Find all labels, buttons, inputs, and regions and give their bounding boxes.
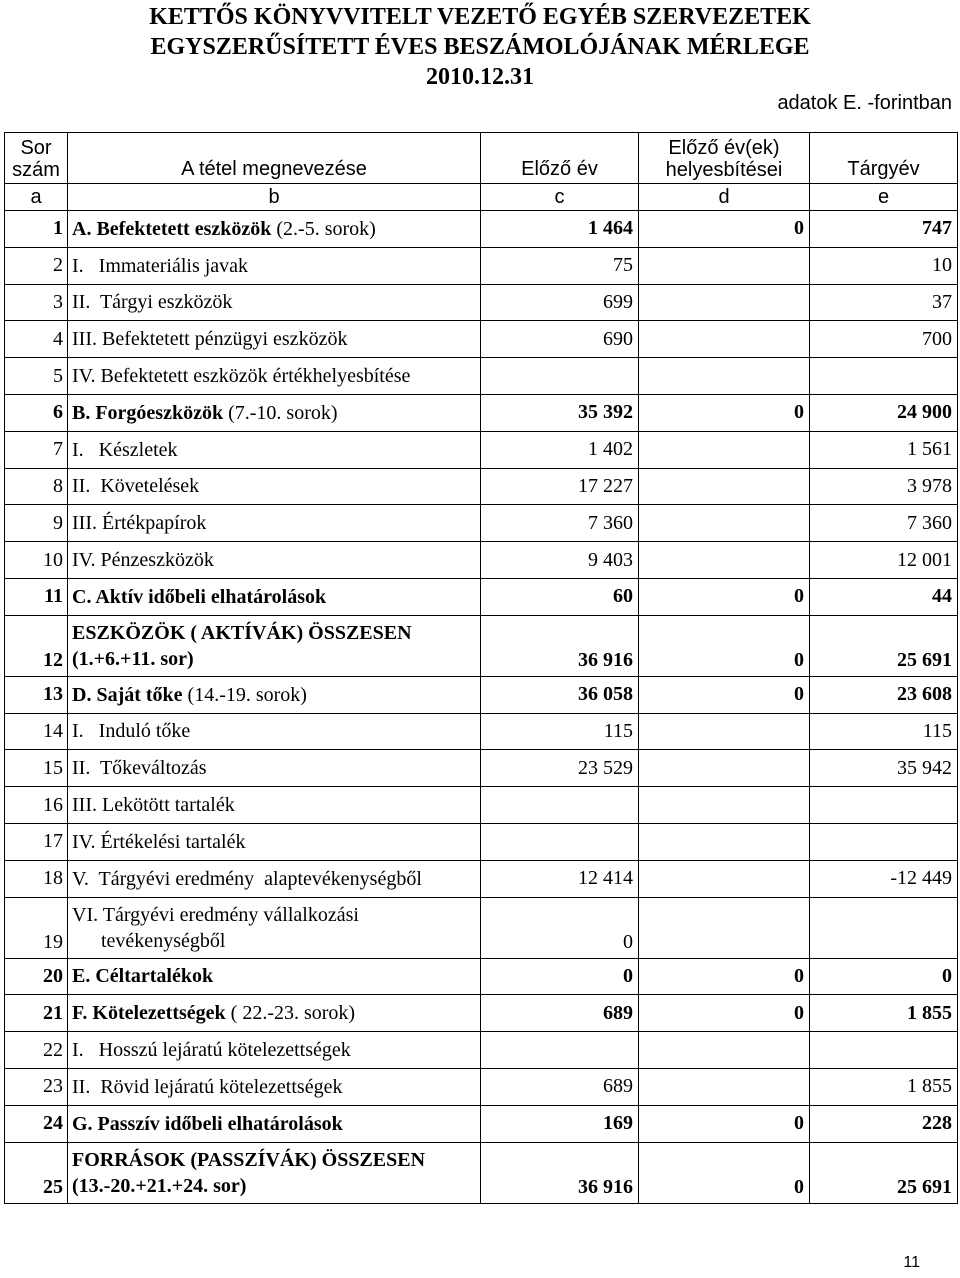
col-letter-a: a	[5, 184, 68, 211]
table-row	[5, 676, 958, 713]
header-name: A tétel megnevezése	[68, 133, 481, 184]
table-row	[5, 505, 958, 542]
row-label-bold-part: D. Saját tőke	[72, 683, 183, 706]
table-row	[5, 1142, 958, 1203]
row-number: 20	[5, 958, 68, 995]
table-row	[5, 750, 958, 787]
col-letter-d: d	[639, 184, 810, 211]
table-row	[5, 787, 958, 824]
value-current-year: 1 855	[810, 1068, 958, 1105]
value-adjustment: 0	[639, 211, 810, 248]
value-current-year: -12 449	[810, 860, 958, 897]
row-label: IV. Értékelési tartalék	[68, 823, 481, 860]
row-number: 23	[5, 1068, 68, 1105]
value-current-year	[810, 358, 958, 395]
row-label-line-2: tevékenységből	[101, 929, 226, 952]
value-adjustment	[639, 787, 810, 824]
value-current-year: 23 608	[810, 676, 958, 713]
col-letter-e: e	[810, 184, 958, 211]
row-number: 7	[5, 431, 68, 468]
value-adjustment: 0	[639, 578, 810, 615]
row-number: 19	[5, 897, 68, 958]
row-number: 2	[5, 247, 68, 284]
value-current-year: 1 561	[810, 431, 958, 468]
row-label	[68, 676, 481, 713]
row-label: II. Tárgyi eszközök	[68, 284, 481, 321]
row-number: 5	[5, 358, 68, 395]
value-prev-year: 9 403	[481, 542, 639, 579]
row-number: 8	[5, 468, 68, 505]
row-label-suffix: ( 22.-23. sorok)	[225, 1002, 356, 1025]
header-sor: Sor szám	[5, 133, 68, 184]
row-number: 6	[5, 394, 68, 431]
value-prev-year	[481, 358, 639, 395]
table-row	[5, 958, 958, 995]
value-current-year: 12 001	[810, 542, 958, 579]
row-number: 14	[5, 713, 68, 750]
page-number: 11	[903, 1254, 920, 1271]
value-adjustment: 0	[639, 1105, 810, 1142]
value-current-year	[810, 787, 958, 824]
value-prev-year: 36 916	[481, 1142, 639, 1203]
header-prev: Előző év	[481, 133, 639, 184]
value-adjustment	[639, 358, 810, 395]
value-prev-year	[481, 823, 639, 860]
row-label: II. Követelések	[68, 468, 481, 505]
value-prev-year: 1 464	[481, 211, 639, 248]
value-adjustment	[639, 468, 810, 505]
table-row	[5, 860, 958, 897]
value-prev-year: 60	[481, 578, 639, 615]
value-adjustment: 0	[639, 995, 810, 1032]
row-label	[68, 995, 481, 1032]
value-prev-year: 699	[481, 284, 639, 321]
row-label: G. Passzív időbeli elhatárolások	[68, 1105, 481, 1142]
row-label: FORRÁSOK (PASSZÍVÁK) ÖSSZESEN (13.-20.+21.+24. sor)	[68, 1142, 481, 1203]
table-row	[5, 995, 958, 1032]
value-prev-year: 169	[481, 1105, 639, 1142]
table-row	[5, 211, 958, 248]
value-prev-year: 689	[481, 995, 639, 1032]
row-label: ESZKÖZÖK ( AKTÍVÁK) ÖSSZESEN (1.+6.+11. sor)	[68, 615, 481, 676]
row-number: 24	[5, 1105, 68, 1142]
value-adjustment	[639, 1032, 810, 1069]
value-current-year: 0	[810, 958, 958, 995]
value-adjustment: 0	[639, 394, 810, 431]
row-number: 15	[5, 750, 68, 787]
value-prev-year: 7 360	[481, 505, 639, 542]
row-number: 16	[5, 787, 68, 824]
row-number: 17	[5, 823, 68, 860]
table-row	[5, 284, 958, 321]
value-current-year: 7 360	[810, 505, 958, 542]
report-title-line-2: EGYSZERŰSÍTETT ÉVES BESZÁMOLÓJÁNAK MÉRLEGE	[150, 34, 810, 60]
value-prev-year: 36 058	[481, 676, 639, 713]
table-row	[5, 713, 958, 750]
value-prev-year: 17 227	[481, 468, 639, 505]
value-current-year: 228	[810, 1105, 958, 1142]
header-adj: Előző év(ek) helyesbítései	[639, 133, 810, 184]
table-row	[5, 321, 958, 358]
row-label-suffix: (7.-10. sorok)	[223, 401, 338, 424]
value-current-year	[810, 897, 958, 958]
value-adjustment	[639, 542, 810, 579]
value-adjustment	[639, 823, 810, 860]
value-adjustment: 0	[639, 1142, 810, 1203]
header-row	[5, 133, 958, 184]
value-current-year: 35 942	[810, 750, 958, 787]
value-prev-year: 0	[481, 958, 639, 995]
value-prev-year: 75	[481, 247, 639, 284]
value-current-year: 700	[810, 321, 958, 358]
row-label-line-1: VI. Tárgyévi eredmény vállalkozási	[72, 903, 359, 926]
row-number: 21	[5, 995, 68, 1032]
table-row	[5, 578, 958, 615]
value-adjustment	[639, 505, 810, 542]
row-number: 18	[5, 860, 68, 897]
report-date: 2010.12.31	[426, 64, 534, 90]
row-label-suffix: (2.-5. sorok)	[271, 217, 376, 240]
row-label: III. Befektetett pénzügyi eszközök	[68, 321, 481, 358]
table-row	[5, 1105, 958, 1142]
value-adjustment: 0	[639, 615, 810, 676]
value-prev-year: 36 916	[481, 615, 639, 676]
table-row	[5, 823, 958, 860]
value-current-year: 37	[810, 284, 958, 321]
row-number: 1	[5, 211, 68, 248]
table-row	[5, 1068, 958, 1105]
value-adjustment	[639, 860, 810, 897]
value-adjustment	[639, 750, 810, 787]
value-adjustment	[639, 431, 810, 468]
row-number: 4	[5, 321, 68, 358]
table-row	[5, 615, 958, 676]
value-prev-year: 690	[481, 321, 639, 358]
row-label: V. Tárgyévi eredmény alaptevékenységből	[68, 860, 481, 897]
value-prev-year: 0	[481, 897, 639, 958]
table-row	[5, 431, 958, 468]
value-current-year: 44	[810, 578, 958, 615]
value-adjustment	[639, 1068, 810, 1105]
row-label: I. Készletek	[68, 431, 481, 468]
value-current-year: 3 978	[810, 468, 958, 505]
row-number: 22	[5, 1032, 68, 1069]
value-prev-year	[481, 1032, 639, 1069]
row-label-bold-part: A. Befektetett eszközök	[72, 217, 272, 240]
row-label: I. Hosszú lejáratú kötelezettségek	[68, 1032, 481, 1069]
value-adjustment	[639, 897, 810, 958]
row-label: C. Aktív időbeli elhatárolások	[68, 578, 481, 615]
table-row	[5, 897, 958, 958]
row-number: 9	[5, 505, 68, 542]
value-current-year	[810, 1032, 958, 1069]
row-number: 10	[5, 542, 68, 579]
value-adjustment: 0	[639, 676, 810, 713]
row-label-suffix: (14.-19. sorok)	[182, 683, 307, 706]
value-prev-year: 115	[481, 713, 639, 750]
value-adjustment	[639, 713, 810, 750]
value-prev-year: 12 414	[481, 860, 639, 897]
row-number: 3	[5, 284, 68, 321]
value-prev-year	[481, 787, 639, 824]
table-row	[5, 394, 958, 431]
value-prev-year: 1 402	[481, 431, 639, 468]
value-adjustment: 0	[639, 958, 810, 995]
value-current-year: 747	[810, 211, 958, 248]
value-prev-year: 689	[481, 1068, 639, 1105]
value-current-year: 1 855	[810, 995, 958, 1032]
value-adjustment	[639, 247, 810, 284]
value-current-year: 25 691	[810, 1142, 958, 1203]
unit-note: adatok E. -forintban	[777, 92, 952, 114]
value-prev-year: 35 392	[481, 394, 639, 431]
row-label: E. Céltartalékok	[68, 958, 481, 995]
row-label	[68, 897, 481, 958]
value-adjustment	[639, 284, 810, 321]
table-row	[5, 542, 958, 579]
table-row	[5, 468, 958, 505]
col-letter-b: b	[68, 184, 481, 211]
value-prev-year: 23 529	[481, 750, 639, 787]
column-letter-row	[5, 184, 958, 211]
col-letter-c: c	[481, 184, 639, 211]
row-label: IV. Befektetett eszközök értékhelyesbítése	[68, 358, 481, 395]
row-label-bold-part: B. Forgóeszközök	[72, 401, 224, 424]
row-label: III. Értékpapírok	[68, 505, 481, 542]
header-cur: Tárgyév	[810, 133, 958, 184]
report-title-line-1: KETTŐS KÖNYVVITELT VEZETŐ EGYÉB SZERVEZETEK	[149, 4, 811, 30]
table-row	[5, 1032, 958, 1069]
balance-sheet-body	[5, 133, 958, 1204]
row-label: I. Induló tőke	[68, 713, 481, 750]
row-label: IV. Pénzeszközök	[68, 542, 481, 579]
row-number: 25	[5, 1142, 68, 1203]
value-current-year: 10	[810, 247, 958, 284]
row-label: II. Rövid lejáratú kötelezettségek	[68, 1068, 481, 1105]
row-label: II. Tőkeváltozás	[68, 750, 481, 787]
row-label	[68, 211, 481, 248]
row-label	[68, 394, 481, 431]
row-label-bold-part: F. Kötelezettségek	[72, 1002, 226, 1025]
row-label: I. Immateriális javak	[68, 247, 481, 284]
table-row	[5, 247, 958, 284]
row-label: III. Lekötött tartalék	[68, 787, 481, 824]
value-current-year: 24 900	[810, 394, 958, 431]
value-current-year	[810, 823, 958, 860]
row-number: 11	[5, 578, 68, 615]
value-adjustment	[639, 321, 810, 358]
value-current-year: 25 691	[810, 615, 958, 676]
table-row	[5, 358, 958, 395]
row-number: 12	[5, 615, 68, 676]
balance-sheet-table	[4, 132, 958, 1204]
row-number: 13	[5, 676, 68, 713]
value-current-year: 115	[810, 713, 958, 750]
